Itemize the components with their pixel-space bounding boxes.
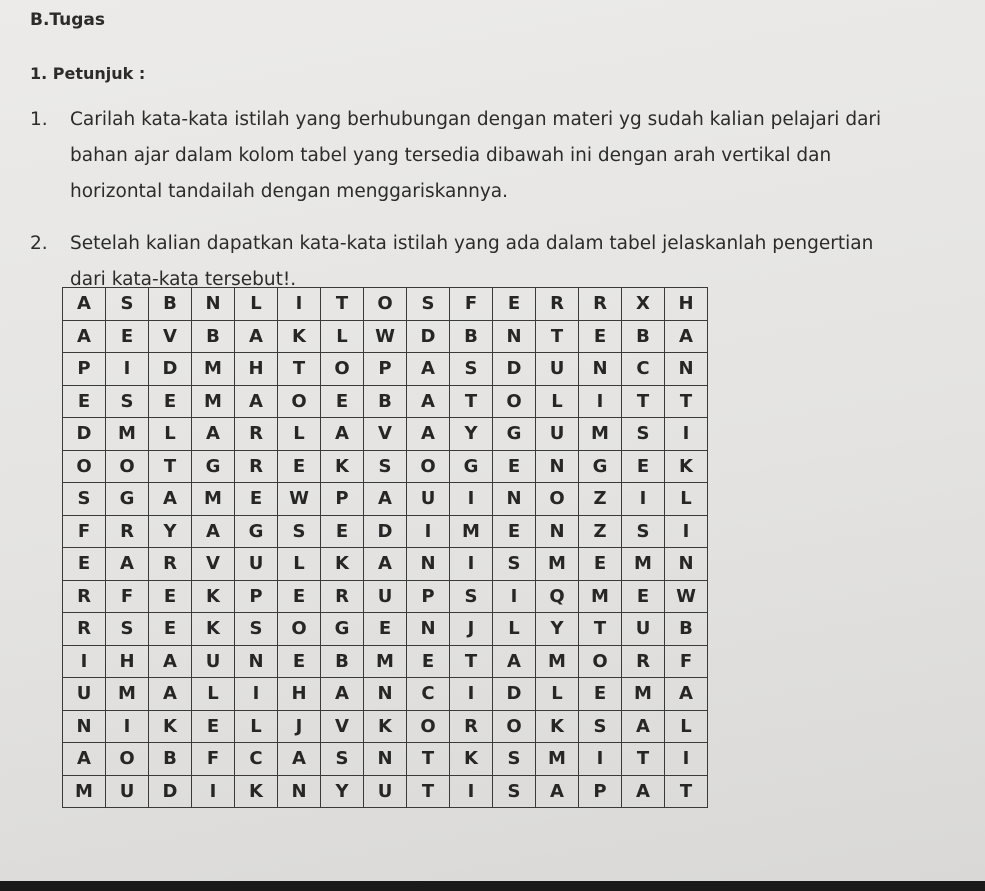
- grid-cell[interactable]: B: [149, 743, 192, 776]
- grid-cell[interactable]: N: [364, 678, 407, 711]
- grid-cell[interactable]: S: [450, 353, 493, 386]
- grid-cell[interactable]: M: [106, 418, 149, 451]
- grid-cell[interactable]: R: [450, 710, 493, 743]
- grid-cell[interactable]: A: [665, 320, 708, 353]
- grid-cell[interactable]: S: [622, 515, 665, 548]
- instruction-1-text: Carilah kata-kata istilah yang berhubungan dengan materi yg sudah kalian pelajari dari: [70, 109, 882, 130]
- grid-cell[interactable]: S: [493, 548, 536, 581]
- grid-cell[interactable]: G: [579, 450, 622, 483]
- grid-cell[interactable]: E: [192, 710, 235, 743]
- grid-cell[interactable]: A: [622, 710, 665, 743]
- grid-cell[interactable]: P: [63, 353, 106, 386]
- grid-cell[interactable]: D: [364, 515, 407, 548]
- grid-cell[interactable]: L: [149, 418, 192, 451]
- grid-cell[interactable]: K: [192, 613, 235, 646]
- grid-cell[interactable]: D: [63, 418, 106, 451]
- grid-cell[interactable]: Y: [536, 613, 579, 646]
- grid-cell[interactable]: G: [493, 418, 536, 451]
- grid-cell[interactable]: C: [235, 743, 278, 776]
- grid-cell[interactable]: F: [63, 515, 106, 548]
- grid-cell[interactable]: I: [106, 710, 149, 743]
- grid-cell[interactable]: I: [579, 743, 622, 776]
- grid-cell[interactable]: L: [192, 678, 235, 711]
- grid-cell[interactable]: F: [450, 288, 493, 321]
- grid-cell[interactable]: O: [321, 353, 364, 386]
- grid-cell[interactable]: T: [149, 450, 192, 483]
- grid-cell[interactable]: H: [665, 288, 708, 321]
- grid-cell[interactable]: B: [364, 385, 407, 418]
- grid-cell[interactable]: U: [63, 678, 106, 711]
- grid-cell[interactable]: U: [536, 353, 579, 386]
- grid-cell[interactable]: A: [63, 320, 106, 353]
- grid-cell[interactable]: S: [579, 710, 622, 743]
- grid-cell[interactable]: R: [235, 450, 278, 483]
- instructions-heading: 1. Petunjuk :: [30, 64, 146, 83]
- grid-cell[interactable]: S: [106, 288, 149, 321]
- grid-cell[interactable]: C: [622, 353, 665, 386]
- grid-cell[interactable]: U: [536, 418, 579, 451]
- grid-cell[interactable]: L: [278, 418, 321, 451]
- grid-cell[interactable]: R: [321, 580, 364, 613]
- grid-cell[interactable]: U: [106, 775, 149, 808]
- grid-cell[interactable]: Y: [450, 418, 493, 451]
- grid-cell[interactable]: E: [149, 613, 192, 646]
- grid-cell[interactable]: A: [665, 678, 708, 711]
- grid-cell[interactable]: A: [192, 418, 235, 451]
- grid-cell[interactable]: M: [579, 418, 622, 451]
- grid-cell[interactable]: I: [665, 743, 708, 776]
- grid-row: [63, 743, 708, 776]
- grid-cell[interactable]: E: [579, 320, 622, 353]
- grid-cell[interactable]: P: [364, 353, 407, 386]
- instruction-1-number: 1.: [30, 109, 48, 130]
- grid-cell[interactable]: E: [579, 548, 622, 581]
- grid-cell[interactable]: I: [622, 483, 665, 516]
- grid-cell[interactable]: B: [665, 613, 708, 646]
- grid-cell[interactable]: A: [149, 483, 192, 516]
- grid-cell[interactable]: S: [63, 483, 106, 516]
- grid-cell[interactable]: L: [536, 385, 579, 418]
- grid-cell[interactable]: R: [235, 418, 278, 451]
- grid-cell[interactable]: A: [493, 645, 536, 678]
- grid-cell[interactable]: O: [278, 385, 321, 418]
- grid-cell[interactable]: K: [536, 710, 579, 743]
- grid-cell[interactable]: D: [149, 353, 192, 386]
- instruction-1-line-2: bahan ajar dalam kolom tabel yang tersedia dibawah ini dengan arah vertikal dan: [70, 145, 832, 166]
- grid-cell[interactable]: B: [192, 320, 235, 353]
- grid-cell[interactable]: Z: [579, 515, 622, 548]
- grid-cell[interactable]: K: [149, 710, 192, 743]
- grid-cell[interactable]: D: [493, 353, 536, 386]
- grid-cell[interactable]: O: [106, 743, 149, 776]
- instruction-2-text: Setelah kalian dapatkan kata-kata istilah yang ada dalam tabel jelaskanlah pengertian: [70, 233, 874, 254]
- grid-cell[interactable]: E: [278, 580, 321, 613]
- grid-cell[interactable]: I: [493, 580, 536, 613]
- grid-cell[interactable]: E: [364, 613, 407, 646]
- grid-cell[interactable]: M: [579, 580, 622, 613]
- grid-cell[interactable]: A: [63, 743, 106, 776]
- grid-cell[interactable]: V: [364, 418, 407, 451]
- grid-cell[interactable]: N: [192, 288, 235, 321]
- grid-cell[interactable]: V: [149, 320, 192, 353]
- grid-cell[interactable]: R: [63, 613, 106, 646]
- grid-cell[interactable]: O: [63, 450, 106, 483]
- grid-cell[interactable]: Y: [321, 775, 364, 808]
- grid-cell[interactable]: U: [364, 580, 407, 613]
- grid-cell[interactable]: L: [235, 288, 278, 321]
- grid-cell[interactable]: A: [235, 385, 278, 418]
- word-search-grid: [62, 287, 708, 808]
- grid-cell[interactable]: G: [235, 515, 278, 548]
- instruction-1-line-1: [30, 102, 950, 138]
- grid-cell[interactable]: S: [106, 385, 149, 418]
- grid-cell[interactable]: K: [235, 775, 278, 808]
- grid-cell[interactable]: U: [364, 775, 407, 808]
- grid-cell[interactable]: K: [192, 580, 235, 613]
- grid-cell[interactable]: S: [278, 515, 321, 548]
- grid-cell[interactable]: M: [192, 483, 235, 516]
- grid-cell[interactable]: U: [407, 483, 450, 516]
- grid-cell[interactable]: A: [149, 678, 192, 711]
- grid-cell[interactable]: F: [106, 580, 149, 613]
- grid-cell[interactable]: H: [235, 353, 278, 386]
- grid-cell[interactable]: T: [450, 645, 493, 678]
- grid-cell[interactable]: J: [450, 613, 493, 646]
- grid-cell[interactable]: E: [622, 450, 665, 483]
- grid-cell[interactable]: N: [665, 353, 708, 386]
- grid-cell[interactable]: O: [364, 288, 407, 321]
- grid-cell[interactable]: A: [321, 418, 364, 451]
- grid-cell[interactable]: L: [665, 710, 708, 743]
- grid-cell[interactable]: O: [407, 450, 450, 483]
- grid-cell[interactable]: K: [364, 710, 407, 743]
- grid-row: [63, 288, 708, 321]
- grid-cell[interactable]: G: [321, 613, 364, 646]
- grid-cell[interactable]: M: [364, 645, 407, 678]
- grid-cell[interactable]: I: [665, 418, 708, 451]
- grid-row: [63, 678, 708, 711]
- grid-cell[interactable]: P: [321, 483, 364, 516]
- grid-cell[interactable]: M: [622, 548, 665, 581]
- grid-cell[interactable]: K: [450, 743, 493, 776]
- grid-row: [63, 710, 708, 743]
- grid-cell[interactable]: S: [364, 450, 407, 483]
- grid-cell[interactable]: N: [278, 775, 321, 808]
- grid-cell[interactable]: V: [192, 548, 235, 581]
- grid-cell[interactable]: R: [622, 645, 665, 678]
- grid-cell[interactable]: A: [149, 645, 192, 678]
- grid-cell[interactable]: O: [493, 710, 536, 743]
- grid-row: [63, 385, 708, 418]
- grid-cell[interactable]: P: [579, 775, 622, 808]
- grid-cell[interactable]: E: [493, 450, 536, 483]
- grid-cell[interactable]: U: [622, 613, 665, 646]
- grid-cell[interactable]: G: [192, 450, 235, 483]
- grid-cell[interactable]: A: [235, 320, 278, 353]
- grid-cell[interactable]: A: [407, 385, 450, 418]
- grid-cell[interactable]: N: [536, 515, 579, 548]
- grid-cell[interactable]: E: [278, 450, 321, 483]
- grid-cell[interactable]: T: [321, 288, 364, 321]
- grid-cell[interactable]: A: [407, 353, 450, 386]
- grid-cell[interactable]: A: [321, 678, 364, 711]
- grid-cell[interactable]: A: [364, 548, 407, 581]
- grid-cell[interactable]: B: [321, 645, 364, 678]
- grid-cell[interactable]: T: [278, 353, 321, 386]
- grid-cell[interactable]: T: [536, 320, 579, 353]
- grid-cell[interactable]: E: [63, 548, 106, 581]
- grid-cell[interactable]: I: [450, 775, 493, 808]
- grid-cell[interactable]: E: [493, 288, 536, 321]
- grid-cell[interactable]: F: [192, 743, 235, 776]
- grid-cell[interactable]: M: [63, 775, 106, 808]
- grid-cell[interactable]: I: [665, 515, 708, 548]
- grid-cell[interactable]: N: [63, 710, 106, 743]
- grid-cell[interactable]: R: [579, 288, 622, 321]
- grid-cell[interactable]: S: [493, 775, 536, 808]
- grid-cell[interactable]: A: [536, 775, 579, 808]
- grid-cell[interactable]: E: [579, 678, 622, 711]
- grid-cell[interactable]: I: [235, 678, 278, 711]
- grid-cell[interactable]: N: [407, 613, 450, 646]
- grid-cell[interactable]: M: [106, 678, 149, 711]
- grid-cell[interactable]: O: [106, 450, 149, 483]
- grid-cell[interactable]: E: [149, 385, 192, 418]
- grid-cell[interactable]: N: [579, 353, 622, 386]
- grid-cell[interactable]: K: [321, 548, 364, 581]
- grid-cell[interactable]: T: [407, 743, 450, 776]
- grid-cell[interactable]: E: [149, 580, 192, 613]
- grid-cell[interactable]: L: [665, 483, 708, 516]
- grid-cell[interactable]: L: [321, 320, 364, 353]
- grid-cell[interactable]: T: [622, 743, 665, 776]
- grid-cell[interactable]: N: [235, 645, 278, 678]
- grid-cell[interactable]: M: [536, 548, 579, 581]
- grid-cell[interactable]: N: [665, 548, 708, 581]
- grid-cell[interactable]: S: [235, 613, 278, 646]
- instruction-1: [30, 102, 950, 210]
- grid-cell[interactable]: E: [106, 320, 149, 353]
- grid-cell[interactable]: W: [364, 320, 407, 353]
- grid-cell[interactable]: K: [665, 450, 708, 483]
- grid-cell[interactable]: M: [536, 743, 579, 776]
- grid-cell[interactable]: N: [493, 483, 536, 516]
- grid-cell[interactable]: U: [192, 645, 235, 678]
- photo-bottom-edge: [0, 881, 985, 891]
- grid-cell[interactable]: J: [278, 710, 321, 743]
- grid-cell[interactable]: B: [622, 320, 665, 353]
- grid-cell[interactable]: W: [665, 580, 708, 613]
- grid-row: [63, 645, 708, 678]
- grid-cell[interactable]: E: [63, 385, 106, 418]
- grid-cell[interactable]: N: [407, 548, 450, 581]
- instruction-2-line-1: [30, 226, 950, 262]
- grid-cell[interactable]: M: [192, 385, 235, 418]
- grid-cell[interactable]: O: [407, 710, 450, 743]
- grid-cell[interactable]: F: [665, 645, 708, 678]
- grid-cell[interactable]: Z: [579, 483, 622, 516]
- grid-cell[interactable]: S: [106, 613, 149, 646]
- grid-cell[interactable]: I: [278, 288, 321, 321]
- grid-cell[interactable]: Q: [536, 580, 579, 613]
- grid-cell[interactable]: A: [364, 483, 407, 516]
- grid-cell[interactable]: T: [665, 385, 708, 418]
- grid-cell[interactable]: T: [450, 385, 493, 418]
- grid-cell[interactable]: X: [622, 288, 665, 321]
- grid-cell[interactable]: O: [493, 385, 536, 418]
- grid-cell[interactable]: S: [407, 288, 450, 321]
- grid-cell[interactable]: K: [278, 320, 321, 353]
- grid-cell[interactable]: I: [450, 678, 493, 711]
- grid-cell[interactable]: B: [450, 320, 493, 353]
- grid-row: [63, 353, 708, 386]
- grid-cell[interactable]: I: [579, 385, 622, 418]
- grid-cell[interactable]: V: [321, 710, 364, 743]
- grid-cell[interactable]: I: [63, 645, 106, 678]
- grid-cell[interactable]: E: [321, 515, 364, 548]
- grid-cell[interactable]: W: [278, 483, 321, 516]
- grid-cell[interactable]: S: [493, 743, 536, 776]
- grid-row: [63, 580, 708, 613]
- grid-cell[interactable]: D: [149, 775, 192, 808]
- grid-cell[interactable]: E: [321, 385, 364, 418]
- grid-cell[interactable]: T: [665, 775, 708, 808]
- grid-cell[interactable]: P: [235, 580, 278, 613]
- grid-cell[interactable]: E: [278, 645, 321, 678]
- grid-cell[interactable]: N: [364, 743, 407, 776]
- grid-cell[interactable]: T: [579, 613, 622, 646]
- section-heading: B.Tugas: [30, 10, 106, 30]
- grid-cell[interactable]: I: [192, 775, 235, 808]
- grid-cell[interactable]: C: [407, 678, 450, 711]
- grid-cell[interactable]: M: [192, 353, 235, 386]
- grid-row: [63, 515, 708, 548]
- grid-cell[interactable]: R: [149, 548, 192, 581]
- grid-cell[interactable]: A: [278, 743, 321, 776]
- grid-cell[interactable]: O: [579, 645, 622, 678]
- grid-cell[interactable]: K: [321, 450, 364, 483]
- grid-cell[interactable]: L: [493, 613, 536, 646]
- grid-cell[interactable]: S: [450, 580, 493, 613]
- grid-cell[interactable]: G: [450, 450, 493, 483]
- grid-cell[interactable]: A: [622, 775, 665, 808]
- grid-cell[interactable]: O: [536, 483, 579, 516]
- grid-cell[interactable]: R: [536, 288, 579, 321]
- grid-cell[interactable]: I: [106, 353, 149, 386]
- grid-row: [63, 775, 708, 808]
- grid-cell[interactable]: L: [235, 710, 278, 743]
- grid-cell[interactable]: M: [536, 645, 579, 678]
- grid-cell[interactable]: G: [106, 483, 149, 516]
- grid-cell[interactable]: M: [622, 678, 665, 711]
- grid-cell[interactable]: T: [407, 775, 450, 808]
- grid-cell[interactable]: A: [192, 515, 235, 548]
- grid-cell[interactable]: H: [106, 645, 149, 678]
- grid-cell[interactable]: L: [278, 548, 321, 581]
- instruction-1-line-3: horizontal tandailah dengan menggariskannya.: [70, 181, 508, 202]
- grid-row: [63, 450, 708, 483]
- grid-cell[interactable]: P: [407, 580, 450, 613]
- grid-cell[interactable]: A: [63, 288, 106, 321]
- instruction-2-number: 2.: [30, 233, 48, 254]
- grid-cell[interactable]: U: [235, 548, 278, 581]
- grid-cell[interactable]: L: [536, 678, 579, 711]
- grid-cell[interactable]: E: [235, 483, 278, 516]
- grid-cell[interactable]: D: [407, 320, 450, 353]
- grid-row: [63, 548, 708, 581]
- grid-cell[interactable]: A: [106, 548, 149, 581]
- grid-cell[interactable]: I: [407, 515, 450, 548]
- grid-row: [63, 320, 708, 353]
- instruction-2-line-2: dari kata-kata tersebut!.: [70, 269, 297, 290]
- grid-cell[interactable]: E: [407, 645, 450, 678]
- grid-cell[interactable]: E: [493, 515, 536, 548]
- grid-cell[interactable]: O: [278, 613, 321, 646]
- grid-cell[interactable]: S: [622, 418, 665, 451]
- grid-cell[interactable]: Y: [149, 515, 192, 548]
- grid-cell[interactable]: N: [536, 450, 579, 483]
- grid-cell[interactable]: T: [622, 385, 665, 418]
- grid-row: [63, 418, 708, 451]
- grid-cell[interactable]: B: [149, 288, 192, 321]
- grid-cell[interactable]: I: [450, 548, 493, 581]
- grid-row: [63, 483, 708, 516]
- grid-cell[interactable]: M: [450, 515, 493, 548]
- grid-cell[interactable]: N: [493, 320, 536, 353]
- grid-cell[interactable]: R: [63, 580, 106, 613]
- grid-cell[interactable]: R: [106, 515, 149, 548]
- grid-cell[interactable]: S: [321, 743, 364, 776]
- grid-row: [63, 613, 708, 646]
- grid-cell[interactable]: A: [407, 418, 450, 451]
- grid-cell[interactable]: D: [493, 678, 536, 711]
- grid-cell[interactable]: E: [622, 580, 665, 613]
- grid-cell[interactable]: H: [278, 678, 321, 711]
- grid-cell[interactable]: I: [450, 483, 493, 516]
